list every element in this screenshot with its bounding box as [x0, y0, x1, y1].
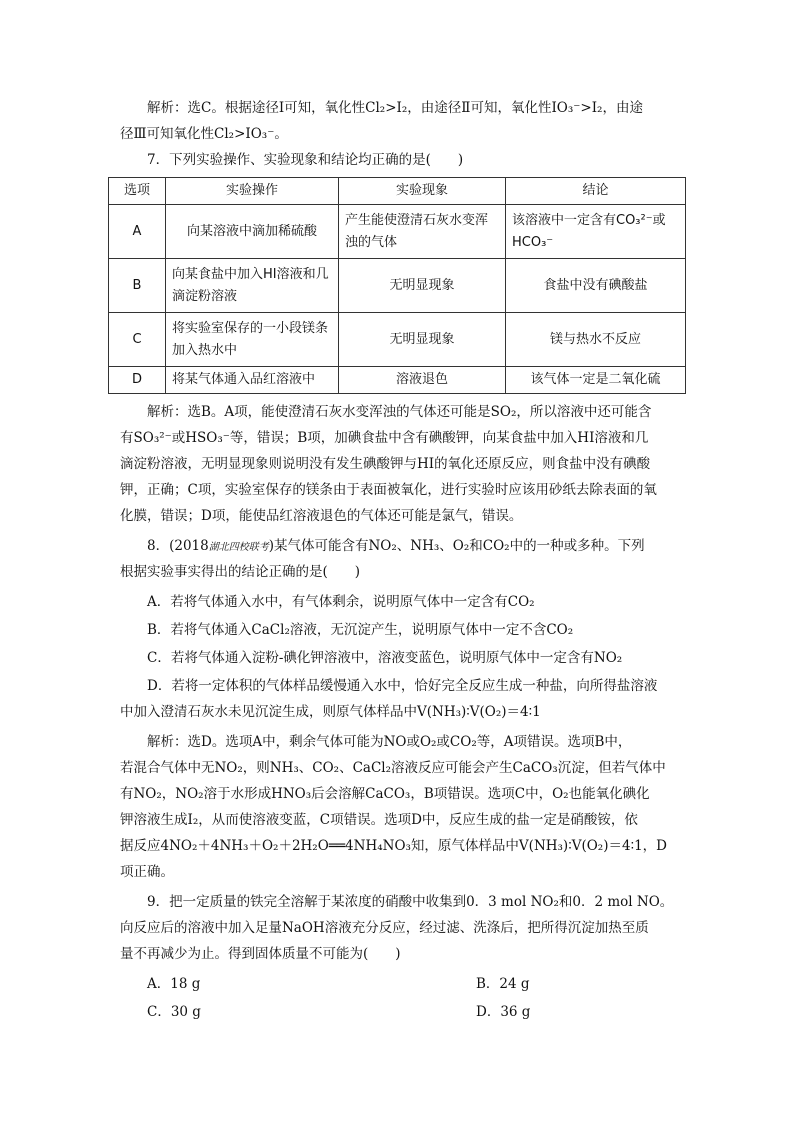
q8-option-d: D．若将一定体积的气体样品缓慢通入水中，恰好完全反应生成一种盐，向所得盐溶液: [147, 678, 658, 694]
header-conclusion: 结论: [506, 178, 686, 205]
table-row: [109, 259, 686, 313]
q7-sol-line: 化膜，错误；D项，能使品红溶液退色的气体还可能是氯气，错误。: [120, 508, 523, 524]
row-option: A: [109, 205, 166, 259]
q8-sol-line: 解析：选D。选项A中，剩余气体可能为NO或O₂或CO₂等，A项错误。选项B中，: [147, 734, 632, 750]
q9-option-c: C．30 g: [147, 1004, 201, 1020]
q8-sol-line: 若混合气体中无NO₂，则NH₃、CO₂、CaCl₂溶液反应可能会产生CaCO₃沉淀，但若气体中: [120, 760, 666, 776]
row-phenomenon: 产生能使澄清石灰水变浑浊的气体: [339, 205, 506, 259]
q8-sol-line: 钾溶液生成I₂，从而使溶液变蓝，C项错误。选项D中，反应生成的盐一定是硝酸铵，依: [120, 812, 638, 828]
q9-option-d: D．36 g: [476, 1004, 531, 1020]
q9-stem-line: 向反应后的溶液中加入足量NaOH溶液充分反应，经过滤、洗涤后，把所得沉淀加热至质: [120, 920, 649, 936]
sol6-line2: 径Ⅲ可知氧化性Cl₂>IO₃⁻。: [120, 126, 288, 142]
q7-sol-line: 有SO₃²⁻或HSO₃⁻等，错误；B项，加碘食盐中含有碘酸钾，向某食盐中加入HI溶液和几: [120, 430, 649, 446]
row-conclusion: 该气体一定是二氧化硫: [506, 367, 686, 394]
row-conclusion: 镁与热水不反应: [506, 313, 686, 367]
row-operation: 将某气体通入品红溶液中: [166, 367, 339, 394]
q9-stem-line: 量不再减少为止。得到固体质量不可能为( ): [120, 946, 401, 962]
q8-number: 8．(2018: [147, 538, 209, 554]
q8-option-d-line2: 中加入澄清石灰水未见沉淀生成，则原气体样品中V(NH₃)∶V(O₂)＝4∶1: [120, 704, 541, 720]
table-row: [109, 313, 686, 367]
row-phenomenon: 溶液退色: [339, 367, 506, 394]
row-option: C: [109, 313, 166, 367]
q7-sol-line: 滴淀粉溶液，无明显现象则说明没有发生碘酸钾与HI的氧化还原反应，则食盐中没有碘酸: [120, 456, 651, 472]
q7-sol-line: 钾，正确；C项，实验室保存的镁条由于表面被氧化，进行实验时应该用砂纸去除表面的氧: [120, 482, 657, 498]
q8-option-b: B．若将气体通入CaCl₂溶液，无沉淀产生，说明原气体中一定不含CO₂: [147, 622, 574, 638]
q8-option-a: A．若将气体通入水中，有气体剩余，说明原气体中一定含有CO₂: [147, 594, 535, 610]
header-option: 选项: [109, 178, 166, 205]
row-operation: 向某溶液中滴加稀硫酸: [166, 205, 339, 259]
q8-sol-line: 有NO₂，NO₂溶于水形成HNO₃后会溶解CaCO₃，B项错误。选项C中，O₂也能氧化碘化: [120, 786, 650, 802]
q7-sol-line: 解析：选B。A项，能使澄清石灰水变浑浊的气体还可能是SO₂，所以溶液中还可能含: [147, 404, 652, 420]
row-option: D: [109, 367, 166, 394]
row-phenomenon: 无明显现象: [339, 259, 506, 313]
q8-option-c: C．若将气体通入淀粉-碘化钾溶液中，溶液变蓝色，说明原气体中一定含有NO₂: [147, 650, 623, 666]
q8-stem-line1: [120, 533, 686, 561]
q9-option-b: B．24 g: [476, 976, 530, 992]
q8-source-tag: 湖北四校联考: [208, 542, 269, 553]
sol6-line1: 解析：选C。根据途径Ⅰ可知，氧化性Cl₂>I₂，由途径Ⅱ可知，氧化性IO₃⁻>I₂，由途: [147, 100, 643, 116]
q7-table: [108, 177, 686, 394]
q8-sol-line: 项正确。: [120, 864, 174, 880]
header-phenomenon: 实验现象: [339, 178, 506, 205]
q8-stem-line2: 根据实验事实得出的结论正确的是( ): [120, 564, 361, 580]
table-row: [109, 205, 686, 259]
row-conclusion: 食盐中没有碘酸盐: [506, 259, 686, 313]
q7-stem: 7．下列实验操作、实验现象和结论均正确的是( ): [147, 152, 464, 168]
row-option: B: [109, 259, 166, 313]
row-operation: 向某食盐中加入HI溶液和几滴淀粉溶液: [166, 259, 339, 313]
q9-option-a: A．18 g: [147, 976, 201, 992]
table-row: [109, 367, 686, 394]
header-operation: 实验操作: [166, 178, 339, 205]
table-header-row: [109, 178, 686, 205]
q8-stem-rest: )某气体可能含有NO₂、NH₃、O₂和CO₂中的一种或多种。下列: [268, 538, 645, 554]
row-phenomenon: 无明显现象: [339, 313, 506, 367]
q8-sol-line: 据反应4NO₂＋4NH₃＋O₂＋2H₂O══4NH₄NO₃知，原气体样品中V(NH₃)∶V(O₂)＝4∶1，D: [120, 838, 667, 854]
row-operation: 将实验室保存的一小段镁条加入热水中: [166, 313, 339, 367]
row-conclusion: 该溶液中一定含有CO₃²⁻或HCO₃⁻: [506, 205, 686, 259]
q9-stem-line: 9．把一定质量的铁完全溶解于某浓度的硝酸中收集到0．3 mol NO₂和0．2 mol NO。: [147, 894, 674, 910]
